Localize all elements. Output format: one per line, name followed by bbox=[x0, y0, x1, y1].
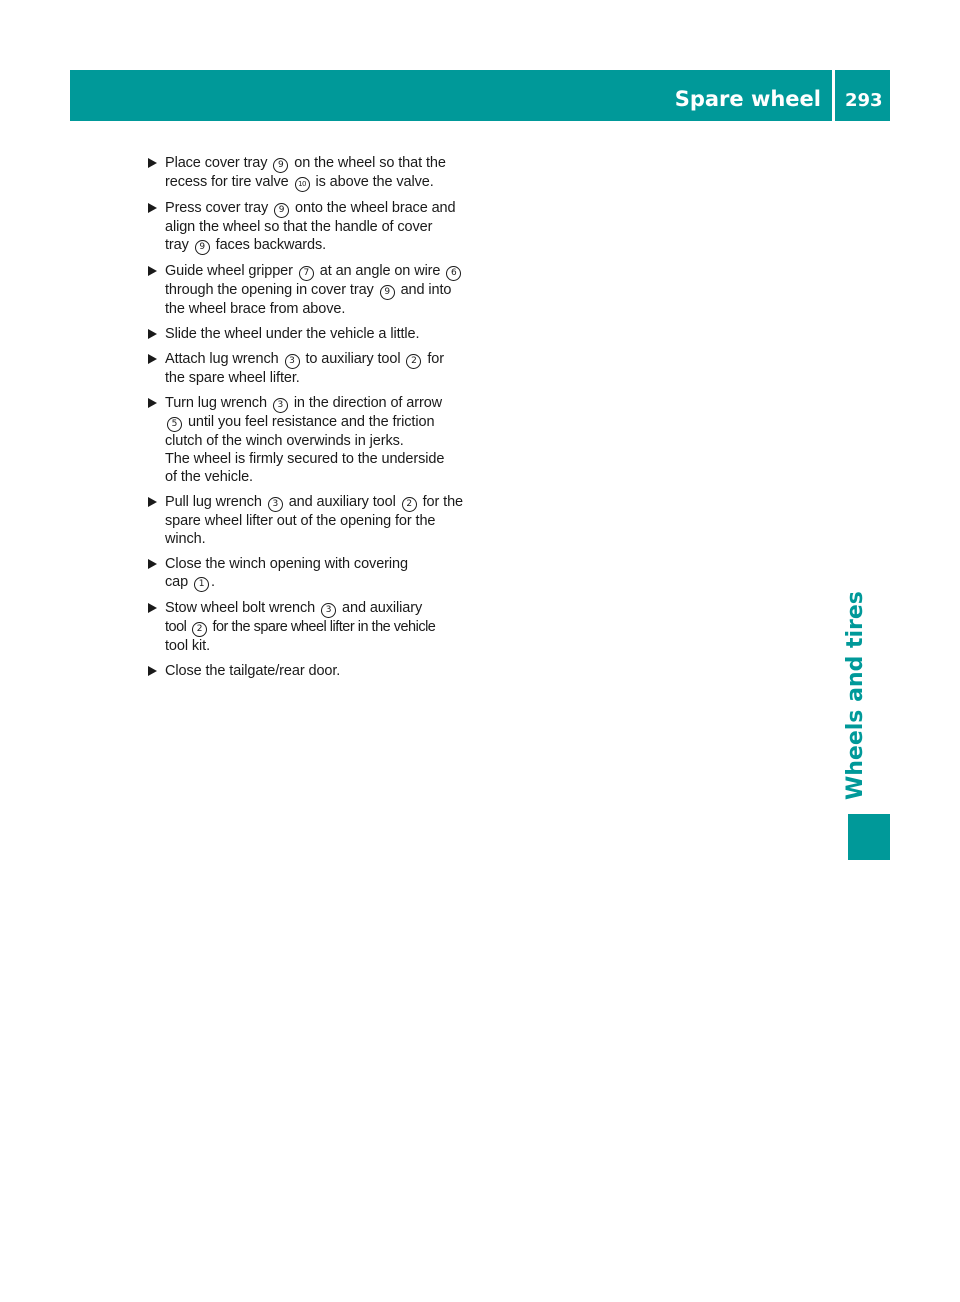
step-arrow-icon bbox=[148, 398, 157, 408]
callout-number: 9 bbox=[274, 203, 289, 218]
instruction-step bbox=[146, 325, 486, 343]
step-text: at an angle on wire bbox=[319, 263, 441, 279]
step-text: is above the valve. bbox=[315, 174, 434, 190]
step-text-line bbox=[165, 599, 486, 618]
step-text: and auxiliary bbox=[342, 600, 423, 616]
step-text-line bbox=[165, 662, 486, 680]
step-text-line bbox=[165, 432, 486, 450]
instruction-step bbox=[146, 154, 486, 192]
step-text: tool kit. bbox=[165, 638, 211, 654]
step-text: and auxiliary tool bbox=[288, 494, 396, 510]
step-text: tool bbox=[165, 619, 187, 635]
callout-number: 7 bbox=[299, 266, 314, 281]
step-text: until you feel resistance and the friction bbox=[187, 414, 435, 430]
step-text-line bbox=[165, 573, 486, 592]
step-text-line bbox=[165, 236, 486, 255]
step-text-line bbox=[165, 394, 486, 413]
callout-number: 6 bbox=[446, 266, 461, 281]
chapter-tab-marker bbox=[848, 814, 890, 860]
callout-number: 2 bbox=[402, 497, 417, 512]
step-text: onto the wheel brace and bbox=[295, 200, 456, 216]
callout-number: 3 bbox=[273, 398, 288, 413]
step-text: Slide the wheel under the vehicle a little. bbox=[165, 326, 420, 342]
step-text: for the bbox=[422, 494, 464, 510]
step-text: Pull lug wrench bbox=[165, 494, 262, 510]
step-text-line bbox=[165, 555, 486, 573]
step-arrow-icon bbox=[148, 497, 157, 507]
step-text: Stow wheel bolt wrench bbox=[165, 600, 316, 616]
instruction-step bbox=[146, 394, 486, 486]
step-text: clutch of the winch overwinds in jerks. bbox=[165, 433, 404, 449]
step-text: . bbox=[211, 574, 215, 590]
step-text-line bbox=[165, 325, 486, 343]
step-text-line bbox=[165, 300, 486, 318]
step-text: to auxiliary tool bbox=[305, 351, 401, 367]
step-text: recess for tire valve bbox=[165, 174, 289, 190]
step-arrow-icon bbox=[148, 266, 157, 276]
step-text: and into bbox=[400, 282, 452, 298]
step-text: for the spare wheel lifter in the vehicle bbox=[212, 619, 436, 635]
step-text: through the opening in cover tray bbox=[165, 282, 374, 298]
step-text: the spare wheel lifter. bbox=[165, 370, 300, 386]
step-text: Place cover tray bbox=[165, 155, 268, 171]
instruction-step bbox=[146, 350, 486, 387]
step-arrow-icon bbox=[148, 329, 157, 339]
step-text: of the vehicle. bbox=[165, 469, 253, 485]
step-text-line bbox=[165, 637, 486, 655]
step-text: faces backwards. bbox=[215, 237, 327, 253]
callout-number: 3 bbox=[285, 354, 300, 369]
step-text: align the wheel so that the handle of cover bbox=[165, 219, 433, 235]
step-text: Attach lug wrench bbox=[165, 351, 279, 367]
step-text-line bbox=[165, 350, 486, 369]
step-text-line bbox=[165, 262, 486, 281]
step-arrow-icon bbox=[148, 603, 157, 613]
step-text: tray bbox=[165, 237, 189, 253]
step-text: Close the winch opening with covering bbox=[165, 556, 408, 572]
callout-number: 2 bbox=[192, 622, 207, 637]
step-text-line bbox=[165, 512, 486, 530]
instruction-step bbox=[146, 599, 486, 655]
step-text-line bbox=[165, 618, 486, 637]
header-bar bbox=[70, 70, 890, 121]
instruction-steps bbox=[146, 154, 486, 687]
step-text-line bbox=[165, 218, 486, 236]
step-text-line bbox=[165, 154, 486, 173]
callout-number: 9 bbox=[380, 285, 395, 300]
step-text: the wheel brace from above. bbox=[165, 301, 346, 317]
step-text: Turn lug wrench bbox=[165, 395, 267, 411]
step-text: cap bbox=[165, 574, 189, 590]
callout-number: 2 bbox=[406, 354, 421, 369]
instruction-step bbox=[146, 555, 486, 592]
instruction-step bbox=[146, 493, 486, 548]
callout-number: 3 bbox=[268, 497, 283, 512]
step-text: on the wheel so that the bbox=[294, 155, 446, 171]
step-text: in the direction of arrow bbox=[293, 395, 443, 411]
step-text: for bbox=[427, 351, 444, 367]
step-arrow-icon bbox=[148, 666, 157, 676]
callout-number: 5 bbox=[167, 417, 182, 432]
instruction-step bbox=[146, 662, 486, 680]
step-text: Close the tailgate/rear door. bbox=[165, 663, 341, 679]
callout-number: 9 bbox=[195, 240, 210, 255]
step-text-line bbox=[165, 413, 486, 432]
instruction-step bbox=[146, 199, 486, 255]
step-text-line bbox=[165, 369, 486, 387]
step-text-line bbox=[165, 281, 486, 300]
step-arrow-icon bbox=[148, 158, 157, 168]
step-text: Guide wheel gripper bbox=[165, 263, 293, 279]
instruction-step bbox=[146, 262, 486, 318]
step-arrow-icon bbox=[148, 354, 157, 364]
step-text: spare wheel lifter out of the opening for the bbox=[165, 513, 436, 529]
chapter-tab-label: Wheels and tires bbox=[843, 591, 868, 800]
section-title: Spare wheel bbox=[674, 87, 821, 111]
page-number: 293 bbox=[845, 90, 883, 111]
header-divider bbox=[832, 70, 835, 121]
step-text: Press cover tray bbox=[165, 200, 269, 216]
step-text-line bbox=[165, 468, 486, 486]
callout-number: 9 bbox=[273, 158, 288, 173]
callout-number: 10 bbox=[295, 177, 310, 192]
step-text-line bbox=[165, 530, 486, 548]
step-text-line bbox=[165, 450, 486, 468]
step-text: winch. bbox=[165, 531, 206, 547]
step-arrow-icon bbox=[148, 559, 157, 569]
step-arrow-icon bbox=[148, 203, 157, 213]
callout-number: 1 bbox=[194, 577, 209, 592]
step-text: The wheel is firmly secured to the underside bbox=[165, 451, 445, 467]
step-text-line bbox=[165, 493, 486, 512]
step-text-line bbox=[165, 199, 486, 218]
callout-number: 3 bbox=[321, 603, 336, 618]
step-text-line bbox=[165, 173, 486, 192]
